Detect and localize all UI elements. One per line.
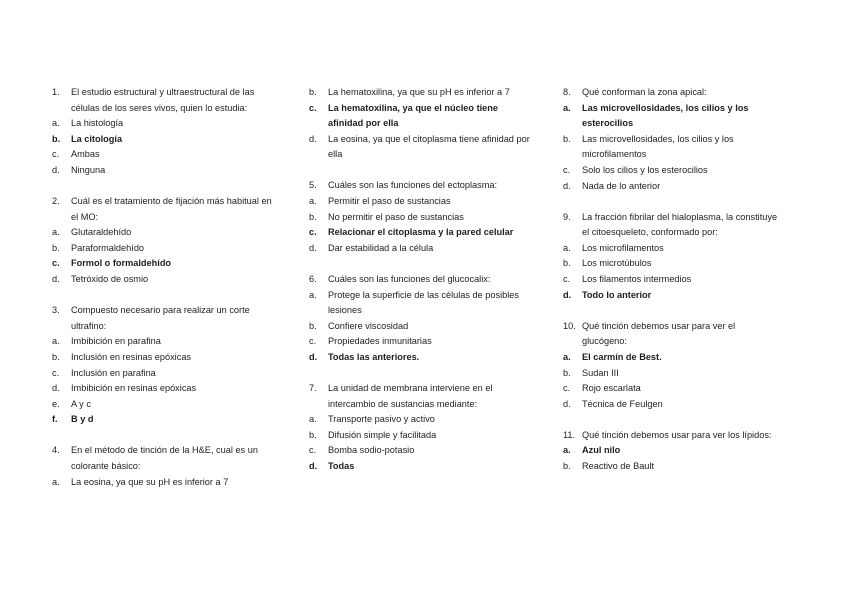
question-number: 2. <box>52 196 60 207</box>
option-letter: c. <box>309 445 317 456</box>
option-letter: d. <box>563 289 572 300</box>
column-3 <box>563 85 778 490</box>
question-text: Qué tinción debemos usar para ver los lípidos: <box>582 429 772 440</box>
option-letter: c. <box>309 227 317 238</box>
option-letter: a. <box>52 227 60 238</box>
question-4 <box>52 443 274 490</box>
question-10 <box>563 319 778 413</box>
question-number: 11. <box>563 429 576 440</box>
option-letter: c. <box>563 383 571 394</box>
option-text: Tetróxido de osmio <box>71 274 149 285</box>
question-5 <box>309 178 531 256</box>
option-text: Inclusión en resinas epóxicas <box>71 351 192 362</box>
question-text: Cuál es el tratamiento de fijación más habitual en el MO: <box>71 196 272 222</box>
question-text: Qué conforman la zona apical: <box>582 87 707 97</box>
option-letter: b. <box>309 429 317 440</box>
option-text: Transporte pasivo y activo <box>328 414 435 425</box>
question-3 <box>52 303 274 428</box>
option-text-answer: Todo lo anterior <box>582 289 652 300</box>
option-text: Rojo escarlata <box>582 383 641 394</box>
option-text: Las microvellosidades, los cilios y los microfilamentos <box>582 133 734 160</box>
option-text-answer: Todas las anteriores. <box>328 351 420 362</box>
option-letter: b. <box>563 367 571 378</box>
option-letter: d. <box>309 133 317 144</box>
option-text: Ninguna <box>71 164 106 175</box>
option-text: Imbibición en resinas epóxicas <box>71 383 197 394</box>
question-8 <box>563 85 778 194</box>
question-11 <box>563 428 778 475</box>
option-letter: b. <box>52 351 60 362</box>
option-letter: d. <box>563 180 571 191</box>
option-text-answer: El carmín de Best. <box>582 351 662 362</box>
option-letter: b. <box>563 460 571 471</box>
question-number: 10. <box>563 320 576 331</box>
option-letter: d. <box>563 398 571 409</box>
option-text: La histología <box>71 118 124 129</box>
option-text: Nada de lo anterior <box>582 180 661 191</box>
option-letter: a. <box>563 351 571 362</box>
option-text: La hematoxilina, ya que su pH es inferior a 7 <box>328 87 510 97</box>
question-7 <box>309 381 531 475</box>
option-letter: e. <box>52 398 60 409</box>
question-number: 9. <box>563 211 571 222</box>
question-number: 7. <box>309 383 317 393</box>
option-text: Sudan III <box>582 367 619 378</box>
question-number: 4. <box>52 445 60 456</box>
option-letter: c. <box>309 102 317 113</box>
option-letter: a. <box>52 336 60 347</box>
option-letter: c. <box>52 258 60 269</box>
question-text: En el método de tinción de la H&E, cual es un colorante básico: <box>71 445 258 471</box>
option-letter: a. <box>52 476 60 487</box>
question-text: La fracción fibrilar del hialoplasma, la constituye el citoesqueleto, conformado por: <box>582 211 778 238</box>
option-text: Los microfilamentos <box>582 242 664 253</box>
option-letter: b. <box>52 133 61 144</box>
option-letter: c. <box>52 367 60 378</box>
option-text: A y c <box>71 398 91 409</box>
option-text-answer: Relacionar el citoplasma y la pared celular <box>328 227 514 238</box>
option-text-answer: La hematoxilina, ya que el núcleo tiene afinidad por ella <box>328 102 499 129</box>
column-2 <box>309 85 531 490</box>
option-letter: a. <box>309 289 317 300</box>
option-text: No permitir el paso de sustancias <box>328 211 464 222</box>
option-letter: b. <box>52 242 60 253</box>
option-text: Los filamentos intermedios <box>582 274 692 285</box>
option-text: Inclusión en parafina <box>71 367 156 378</box>
option-letter: b. <box>309 87 317 97</box>
option-text: Bomba sodio-potasio <box>328 445 415 456</box>
option-letter: a. <box>563 242 571 253</box>
question-number: 6. <box>309 273 317 284</box>
option-text-answer: Las microvellosidades, los cilios y los esterocilios <box>582 102 749 129</box>
option-letter: a. <box>563 102 571 113</box>
option-text: Reactivo de Bault <box>582 460 655 471</box>
option-text: Glutaraldehído <box>71 227 132 238</box>
option-text: Ambas <box>71 149 100 160</box>
option-letter: d. <box>309 351 318 362</box>
question-text: La unidad de membrana interviene en el intercambio de sustancias mediante: <box>328 383 493 409</box>
question-text: El estudio estructural y ultraestructural de las células de los seres vivos, quien lo estudia: <box>71 87 255 113</box>
option-letter: c. <box>563 274 571 285</box>
option-text: Difusión simple y facilitada <box>328 429 437 440</box>
option-text: Imbibición en parafina <box>71 336 161 347</box>
option-letter: f. <box>52 414 58 425</box>
option-text: Confiere viscosidad <box>328 320 409 331</box>
option-letter: b. <box>309 211 317 222</box>
option-text: Técnica de Feulgen <box>582 398 663 409</box>
option-text: La eosina, ya que el citoplasma tiene afinidad por ella <box>328 133 530 160</box>
option-letter: d. <box>52 274 60 285</box>
option-letter: a. <box>309 196 317 207</box>
question-6 <box>309 272 531 366</box>
option-letter: a. <box>563 445 571 456</box>
question-text: Cuáles son las funciones del glucocalix: <box>328 273 491 284</box>
option-text: Solo los cilios y los esterocilios <box>582 164 708 175</box>
question-text: Qué tinción debemos usar para ver el glucógeno: <box>582 320 736 347</box>
question-text: Compuesto necesario para realizar un corte ultrafino: <box>71 305 250 331</box>
option-letter: b. <box>563 133 571 144</box>
question-number: 3. <box>52 305 60 316</box>
question-text: Cuáles son las funciones del ectoplasma: <box>328 180 498 191</box>
option-text-answer: La citología <box>71 133 123 144</box>
option-text-answer: Formol o formaldehído <box>71 258 172 269</box>
question-number: 1. <box>52 87 60 97</box>
option-letter: d. <box>309 242 317 253</box>
question-1 <box>52 85 274 179</box>
question-number: 5. <box>309 180 317 191</box>
option-text-answer: B y d <box>71 414 94 425</box>
option-letter: d. <box>309 460 318 471</box>
question-number: 8. <box>563 87 571 97</box>
question-2 <box>52 194 274 288</box>
option-text: Los microtúbulos <box>582 258 652 269</box>
option-text: Propiedades inmunitarias <box>328 336 432 347</box>
option-text: Dar estabilidad a la célula <box>328 242 434 253</box>
option-text-answer: Azul nilo <box>582 445 621 456</box>
option-letter: a. <box>52 118 60 129</box>
option-text: Permitir el paso de sustancias <box>328 196 451 207</box>
option-text: Protege la superficie de las células de posibles lesiones <box>328 289 520 316</box>
question-9 <box>563 210 778 304</box>
option-letter: b. <box>309 320 317 331</box>
option-letter: c. <box>309 336 317 347</box>
option-text-answer: Todas <box>328 460 355 471</box>
option-letter: d. <box>52 383 60 394</box>
option-letter: b. <box>563 258 571 269</box>
option-letter: d. <box>52 164 60 175</box>
option-letter: c. <box>52 149 60 160</box>
option-letter: c. <box>563 164 571 175</box>
option-text: Paraformaldehído <box>71 242 145 253</box>
option-letter: a. <box>309 414 317 425</box>
option-text: La eosina, ya que su pH es inferior a 7 <box>71 476 229 487</box>
question-4-continued <box>309 85 531 163</box>
column-1 <box>52 85 274 506</box>
